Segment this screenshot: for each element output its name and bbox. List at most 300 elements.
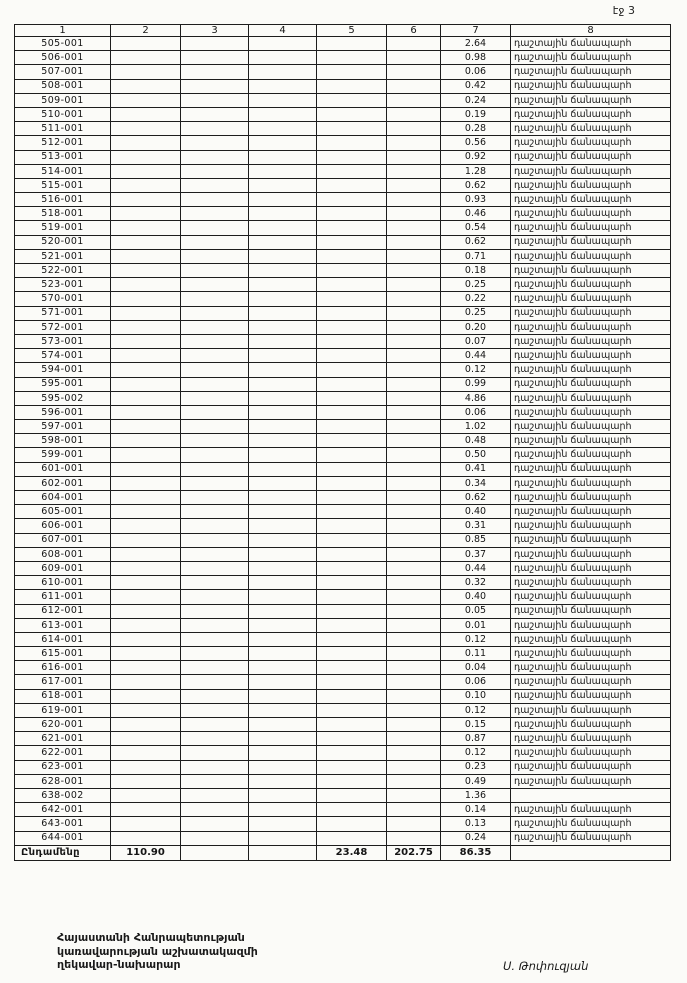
row-empty-cell [111,122,181,136]
table-row [15,377,671,391]
row-value: 0.62 [441,235,511,249]
row-empty-cell [111,292,181,306]
row-value: 0.12 [441,746,511,760]
row-empty-cell [181,533,249,547]
row-empty-cell [387,377,441,391]
row-empty-cell [181,306,249,320]
row-note: դաշտային ճանապարհ [511,334,671,348]
column-header-6: 6 [387,25,441,37]
row-empty-cell [249,193,317,207]
signatory-line-3: ղեկավար-նախարար [57,958,181,971]
row-empty-cell [249,349,317,363]
row-empty-cell [317,221,387,235]
row-empty-cell [111,278,181,292]
row-empty-cell [317,746,387,760]
row-empty-cell [249,207,317,221]
row-empty-cell [387,207,441,221]
row-note: դաշտային ճանապարհ [511,533,671,547]
table-row [15,292,671,306]
table-row [15,476,671,490]
row-empty-cell [181,661,249,675]
row-code: 512-001 [15,136,111,150]
row-empty-cell [317,79,387,93]
signature-name: Ս. Թոփուզյան [503,959,589,973]
row-empty-cell [387,831,441,845]
row-empty-cell [317,178,387,192]
row-code: 572-001 [15,320,111,334]
row-value: 0.34 [441,476,511,490]
row-code: 608-001 [15,547,111,561]
row-code: 516-001 [15,193,111,207]
row-empty-cell [181,377,249,391]
row-note: դաշտային ճանապարհ [511,249,671,263]
table-row [15,334,671,348]
row-empty-cell [111,547,181,561]
row-code: 507-001 [15,65,111,79]
row-empty-cell [317,207,387,221]
row-empty-cell [249,732,317,746]
row-note: դաշտային ճանապարհ [511,576,671,590]
row-value: 0.04 [441,661,511,675]
row-empty-cell [111,405,181,419]
row-empty-cell [387,363,441,377]
row-code: 604-001 [15,491,111,505]
row-empty-cell [181,760,249,774]
table-row [15,136,671,150]
row-empty-cell [249,604,317,618]
total-col2: 110.90 [111,845,181,860]
row-empty-cell [249,760,317,774]
row-empty-cell [181,249,249,263]
row-code: 514-001 [15,164,111,178]
row-empty-cell [317,164,387,178]
row-empty-cell [111,476,181,490]
row-empty-cell [111,150,181,164]
row-code: 612-001 [15,604,111,618]
row-empty-cell [111,703,181,717]
table-row [15,193,671,207]
row-empty-cell [249,363,317,377]
row-empty-cell [317,774,387,788]
row-note: դաշտային ճանապարհ [511,476,671,490]
row-empty-cell [111,391,181,405]
row-empty-cell [249,647,317,661]
row-empty-cell [111,65,181,79]
row-empty-cell [111,788,181,802]
row-empty-cell [249,590,317,604]
row-value: 0.24 [441,93,511,107]
row-empty-cell [111,37,181,51]
row-empty-cell [249,519,317,533]
row-value: 0.62 [441,178,511,192]
row-empty-cell [181,79,249,93]
row-empty-cell [249,249,317,263]
row-empty-cell [181,207,249,221]
row-value: 4.86 [441,391,511,405]
row-empty-cell [111,264,181,278]
row-empty-cell [249,107,317,121]
row-empty-cell [181,746,249,760]
row-value: 0.12 [441,632,511,646]
row-note: դաշտային ճանապարհ [511,178,671,192]
row-empty-cell [249,278,317,292]
row-empty-cell [317,547,387,561]
table-row [15,604,671,618]
row-empty-cell [181,547,249,561]
row-empty-cell [111,505,181,519]
row-empty-cell [111,51,181,65]
row-value: 0.49 [441,774,511,788]
row-empty-cell [317,122,387,136]
row-empty-cell [181,93,249,107]
row-empty-cell [181,420,249,434]
table-row [15,718,671,732]
row-value: 0.93 [441,193,511,207]
row-empty-cell [317,561,387,575]
table-row [15,320,671,334]
row-empty-cell [181,718,249,732]
row-empty-cell [181,363,249,377]
row-empty-cell [387,505,441,519]
row-empty-cell [317,590,387,604]
row-empty-cell [111,349,181,363]
row-empty-cell [249,448,317,462]
signatory-block [57,931,258,972]
table-row [15,817,671,831]
row-empty-cell [387,65,441,79]
row-empty-cell [181,334,249,348]
row-empty-cell [249,65,317,79]
table-row [15,576,671,590]
row-empty-cell [111,93,181,107]
row-value: 0.18 [441,264,511,278]
row-value: 0.06 [441,65,511,79]
row-empty-cell [181,505,249,519]
table-row [15,264,671,278]
row-value: 0.37 [441,547,511,561]
row-value: 0.20 [441,320,511,334]
row-note: դաշտային ճանապարհ [511,718,671,732]
row-value: 0.22 [441,292,511,306]
row-empty-cell [249,831,317,845]
row-empty-cell [111,519,181,533]
row-code: 570-001 [15,292,111,306]
row-value: 0.05 [441,604,511,618]
row-value: 0.13 [441,817,511,831]
row-empty-cell [111,576,181,590]
row-code: 511-001 [15,122,111,136]
row-code: 605-001 [15,505,111,519]
row-note: դաշտային ճանապարհ [511,150,671,164]
row-empty-cell [181,618,249,632]
row-empty-cell [317,831,387,845]
row-empty-cell [111,675,181,689]
row-code: 574-001 [15,349,111,363]
row-empty-cell [317,448,387,462]
table-body [15,37,671,846]
row-empty-cell [111,136,181,150]
row-value: 2.64 [441,37,511,51]
row-empty-cell [249,420,317,434]
table-row [15,547,671,561]
row-code: 506-001 [15,51,111,65]
row-empty-cell [387,122,441,136]
row-empty-cell [249,37,317,51]
row-empty-cell [387,334,441,348]
row-empty-cell [249,306,317,320]
row-code: 601-001 [15,462,111,476]
row-code: 609-001 [15,561,111,575]
row-note: դաշտային ճանապարհ [511,107,671,121]
row-note: դաշտային ճանապարհ [511,377,671,391]
row-code: 644-001 [15,831,111,845]
row-empty-cell [317,661,387,675]
row-code: 573-001 [15,334,111,348]
row-empty-cell [387,278,441,292]
row-empty-cell [181,831,249,845]
row-code: 597-001 [15,420,111,434]
row-empty-cell [111,718,181,732]
row-empty-cell [111,320,181,334]
table-row [15,93,671,107]
row-empty-cell [111,491,181,505]
table-row [15,505,671,519]
row-empty-cell [249,718,317,732]
row-empty-cell [111,689,181,703]
page-number: էջ 3 [612,4,635,17]
row-value: 0.41 [441,462,511,476]
row-value: 0.06 [441,405,511,419]
table-row [15,420,671,434]
row-note: դաշտային ճանապարհ [511,292,671,306]
table-row [15,561,671,575]
row-note: դաշտային ճանապարհ [511,590,671,604]
row-value: 1.28 [441,164,511,178]
row-empty-cell [249,803,317,817]
row-empty-cell [387,292,441,306]
row-empty-cell [181,788,249,802]
row-empty-cell [181,817,249,831]
row-empty-cell [249,817,317,831]
row-note: դաշտային ճանապարհ [511,774,671,788]
row-empty-cell [111,420,181,434]
row-value: 0.24 [441,831,511,845]
row-note: դաշտային ճանապարհ [511,689,671,703]
row-empty-cell [387,349,441,363]
row-empty-cell [249,51,317,65]
row-empty-cell [317,93,387,107]
row-value: 0.12 [441,363,511,377]
row-empty-cell [317,292,387,306]
table-row [15,278,671,292]
row-empty-cell [249,462,317,476]
row-empty-cell [387,718,441,732]
row-empty-cell [249,178,317,192]
table-row [15,79,671,93]
row-value: 0.62 [441,491,511,505]
row-empty-cell [181,178,249,192]
row-empty-cell [111,533,181,547]
row-empty-cell [181,37,249,51]
row-empty-cell [317,618,387,632]
row-empty-cell [317,37,387,51]
row-empty-cell [181,235,249,249]
row-value: 0.99 [441,377,511,391]
row-empty-cell [317,420,387,434]
row-empty-cell [387,193,441,207]
row-code: 595-001 [15,377,111,391]
row-empty-cell [317,519,387,533]
row-empty-cell [111,363,181,377]
row-empty-cell [387,306,441,320]
row-value: 0.25 [441,278,511,292]
row-empty-cell [387,405,441,419]
table-row [15,221,671,235]
row-code: 602-001 [15,476,111,490]
row-code: 616-001 [15,661,111,675]
row-code: 628-001 [15,774,111,788]
column-header-8: 8 [511,25,671,37]
row-empty-cell [317,334,387,348]
row-empty-cell [387,37,441,51]
row-empty-cell [111,561,181,575]
row-empty-cell [249,576,317,590]
row-note: դաշտային ճանապարհ [511,547,671,561]
row-note: դաշտային ճանապարհ [511,193,671,207]
table-row [15,590,671,604]
row-code: 623-001 [15,760,111,774]
row-code: 513-001 [15,150,111,164]
row-value: 0.32 [441,576,511,590]
row-note [511,788,671,802]
row-empty-cell [317,363,387,377]
row-empty-cell [387,547,441,561]
row-value: 0.85 [441,533,511,547]
row-value: 0.98 [441,51,511,65]
row-empty-cell [111,193,181,207]
row-value: 0.54 [441,221,511,235]
row-empty-cell [387,632,441,646]
row-empty-cell [249,476,317,490]
column-header-1: 1 [15,25,111,37]
row-empty-cell [181,349,249,363]
row-empty-cell [387,79,441,93]
row-value: 0.40 [441,505,511,519]
row-empty-cell [317,803,387,817]
row-note: դաշտային ճանապարհ [511,732,671,746]
row-note: դաշտային ճանապարհ [511,420,671,434]
row-empty-cell [111,774,181,788]
row-value: 0.31 [441,519,511,533]
row-empty-cell [387,391,441,405]
row-code: 594-001 [15,363,111,377]
total-row [15,845,671,860]
total-empty-cell [249,845,317,860]
row-empty-cell [317,788,387,802]
row-code: 618-001 [15,689,111,703]
row-empty-cell [181,462,249,476]
table-row [15,51,671,65]
row-empty-cell [111,803,181,817]
row-empty-cell [181,405,249,419]
row-note: դաշտային ճանապարհ [511,65,671,79]
table-row [15,803,671,817]
table-row [15,760,671,774]
row-empty-cell [111,618,181,632]
row-empty-cell [387,590,441,604]
row-value: 0.01 [441,618,511,632]
table-row [15,150,671,164]
row-value: 0.11 [441,647,511,661]
row-empty-cell [249,746,317,760]
row-value: 0.06 [441,675,511,689]
row-code: 642-001 [15,803,111,817]
row-empty-cell [387,178,441,192]
row-note: դաշտային ճանապարհ [511,306,671,320]
row-note: դաշտային ճանապարհ [511,561,671,575]
table-row [15,703,671,717]
row-empty-cell [111,178,181,192]
row-note: դաշտային ճանապարհ [511,405,671,419]
row-code: 599-001 [15,448,111,462]
row-empty-cell [181,320,249,334]
row-code: 522-001 [15,264,111,278]
row-empty-cell [111,306,181,320]
row-empty-cell [387,604,441,618]
row-empty-cell [317,136,387,150]
row-code: 505-001 [15,37,111,51]
table-row [15,774,671,788]
row-empty-cell [181,519,249,533]
row-code: 509-001 [15,93,111,107]
row-value: 0.48 [441,434,511,448]
row-empty-cell [111,817,181,831]
row-empty-cell [181,434,249,448]
row-value: 0.10 [441,689,511,703]
row-empty-cell [317,817,387,831]
row-empty-cell [387,320,441,334]
row-code: 520-001 [15,235,111,249]
row-value: 0.25 [441,306,511,320]
row-code: 610-001 [15,576,111,590]
row-empty-cell [317,235,387,249]
row-empty-cell [111,604,181,618]
row-note: դաշտային ճանապարհ [511,760,671,774]
row-empty-cell [181,774,249,788]
row-note: դաշտային ճանապարհ [511,647,671,661]
row-empty-cell [387,221,441,235]
row-code: 607-001 [15,533,111,547]
row-code: 515-001 [15,178,111,192]
row-empty-cell [317,249,387,263]
row-empty-cell [387,519,441,533]
row-code: 613-001 [15,618,111,632]
row-empty-cell [317,476,387,490]
row-value: 0.12 [441,703,511,717]
row-empty-cell [249,405,317,419]
row-empty-cell [387,51,441,65]
row-value: 1.02 [441,420,511,434]
table-row [15,661,671,675]
row-empty-cell [317,391,387,405]
column-header-3: 3 [181,25,249,37]
row-empty-cell [387,817,441,831]
row-empty-cell [317,533,387,547]
signatory-line-1: Հայաստանի Հանրապետության [57,931,245,944]
row-empty-cell [317,647,387,661]
row-empty-cell [249,221,317,235]
row-empty-cell [181,590,249,604]
